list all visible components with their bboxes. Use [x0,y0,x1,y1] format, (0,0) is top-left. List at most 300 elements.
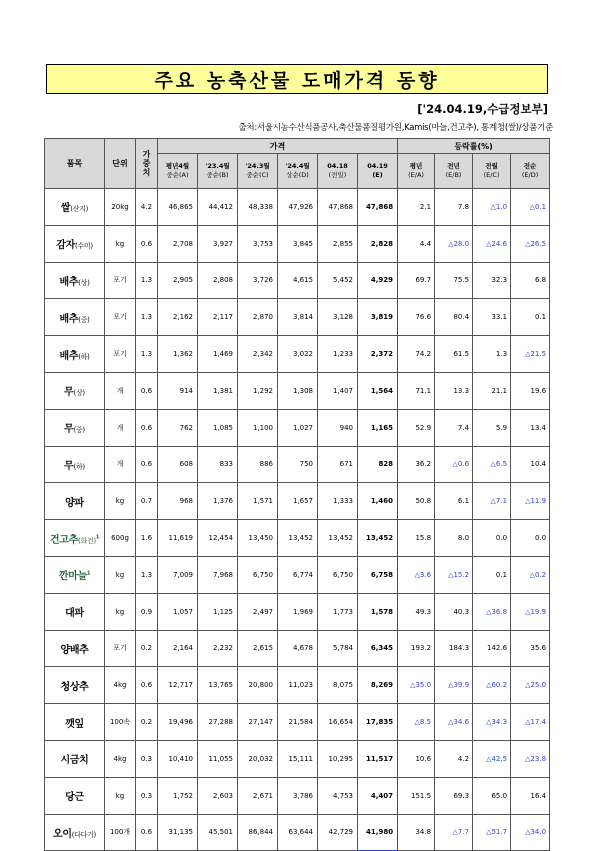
price-cell: 10,295 [318,740,358,777]
price-cell: 762 [158,409,198,446]
item-name-cell [45,593,105,630]
header-price-col-line1: '23.4월 [205,162,230,170]
table-row [45,336,550,373]
rate-cell: 0.0 [511,520,550,557]
price-cell: 3,845 [278,225,318,262]
price-cell: 2,232 [198,630,238,667]
item-footnote-mark: 1 [95,534,100,541]
weight-cell: 0.2 [136,704,158,741]
unit-cell: kg [105,225,136,262]
price-cell: 13,450 [238,520,278,557]
rate-cell: △24.6 [473,225,511,262]
price-cell: 4,678 [278,630,318,667]
rate-cell: 65.0 [473,777,511,814]
header-item: 품목 [45,139,105,189]
current-price-cell: 2,372 [358,336,398,373]
price-cell: 3,128 [318,299,358,336]
rate-cell: △3.6 [398,556,435,593]
item-name-cell [45,556,105,593]
price-cell: 1,381 [198,372,238,409]
table-row [45,814,550,851]
weight-cell: 0.6 [136,814,158,851]
price-cell: 2,905 [158,262,198,299]
rate-cell: 6.8 [511,262,550,299]
item-name-cell [45,299,105,336]
price-cell: 47,868 [318,189,358,226]
table-row [45,483,550,520]
price-cell: 1,969 [278,593,318,630]
header-weight [136,139,158,189]
header-price-group: 가격 [158,139,398,154]
header-rate-col-line1: 전년 [447,162,460,170]
item-name: 시금치 [60,755,89,767]
current-price-cell: 47,868 [358,189,398,226]
current-price-cell: 41,980 [358,814,398,851]
header-price-col [198,154,238,189]
price-cell: 6,750 [318,556,358,593]
rate-cell: 4.4 [398,225,435,262]
price-cell: 2,497 [238,593,278,630]
item-name-cell [45,189,105,226]
rate-cell: △42.5 [473,740,511,777]
rate-cell: 10.4 [511,446,550,483]
current-price-cell: 3,819 [358,299,398,336]
price-cell: 2,671 [238,777,278,814]
rate-cell: △28.0 [435,225,473,262]
price-cell: 13,765 [198,667,238,704]
rate-cell: 0.1 [511,299,550,336]
price-cell: 608 [158,446,198,483]
price-cell: 3,726 [238,262,278,299]
item-name: 대파 [65,608,84,620]
rate-cell: △0.1 [511,189,550,226]
header-rate-col-line1: 전월 [485,162,498,170]
unit-cell: kg [105,777,136,814]
header-price-col-line2: (전일) [328,171,347,179]
rate-cell: 184.3 [435,630,473,667]
table-row [45,189,550,226]
item-name-cell [45,225,105,262]
weight-cell: 1.3 [136,556,158,593]
rate-cell: 7.4 [435,409,473,446]
price-cell: 19,496 [158,704,198,741]
unit-cell: 포기 [105,336,136,373]
price-cell: 1,657 [278,483,318,520]
rate-cell: 33.1 [473,299,511,336]
price-cell: 2,162 [158,299,198,336]
rate-cell: 36.2 [398,446,435,483]
price-cell: 48,338 [238,189,278,226]
rate-cell: △15.2 [435,556,473,593]
current-price-cell: 1,578 [358,593,398,630]
weight-cell: 0.7 [136,483,158,520]
current-price-cell: 4,407 [358,777,398,814]
item-name-cell [45,777,105,814]
price-cell: 1,773 [318,593,358,630]
table-row [45,446,550,483]
rate-cell: △26.5 [511,225,550,262]
price-cell: 27,288 [198,704,238,741]
item-variety: (수미) [74,242,93,251]
price-cell: 2,708 [158,225,198,262]
item-name-cell [45,520,105,557]
header-price-col-line1: 04.19 [367,162,388,170]
current-price-cell: 6,758 [358,556,398,593]
rate-cell: 10.6 [398,740,435,777]
price-cell: 2,870 [238,299,278,336]
header-rate-col [398,154,435,189]
rate-cell: △0.6 [435,446,473,483]
price-cell: 8,075 [318,667,358,704]
header-price-col-line1: 평년4월 [165,162,190,170]
price-cell: 13,452 [318,520,358,557]
price-cell: 1,100 [238,409,278,446]
price-cell: 3,927 [198,225,238,262]
rate-cell: 69.7 [398,262,435,299]
unit-cell: 개 [105,372,136,409]
price-cell: 1,125 [198,593,238,630]
price-cell: 5,452 [318,262,358,299]
weight-cell: 1.3 [136,262,158,299]
price-cell: 47,926 [278,189,318,226]
rate-cell: 5.9 [473,409,511,446]
price-cell: 3,786 [278,777,318,814]
rate-cell: △34.3 [473,704,511,741]
price-cell: 1,407 [318,372,358,409]
header-rate-col-line2: (E/D) [521,171,539,179]
weight-cell: 0.3 [136,740,158,777]
price-cell: 2,855 [318,225,358,262]
price-cell: 63,644 [278,814,318,851]
rate-cell: 40.3 [435,593,473,630]
weight-cell: 0.6 [136,446,158,483]
rate-cell: 61.5 [435,336,473,373]
price-cell: 6,774 [278,556,318,593]
header-price-col-line2: 중순(C) [246,171,269,179]
weight-cell: 0.6 [136,409,158,446]
rate-cell: △35.0 [398,667,435,704]
item-name: 양파 [65,497,84,509]
price-cell: 15,111 [278,740,318,777]
item-name: 쌀 [60,203,71,215]
unit-cell: 600g [105,520,136,557]
unit-cell: 100속 [105,704,136,741]
price-cell: 968 [158,483,198,520]
item-name: 건고추 [49,534,79,546]
price-cell: 1,362 [158,336,198,373]
weight-cell: 1.6 [136,520,158,557]
unit-cell: 포기 [105,630,136,667]
item-variety: (상) [78,278,90,287]
rate-cell: 52.9 [398,409,435,446]
unit-cell: kg [105,483,136,520]
price-cell: 1,057 [158,593,198,630]
rate-cell: 7.8 [435,189,473,226]
price-cell: 3,022 [278,336,318,373]
price-cell: 1,376 [198,483,238,520]
item-name-cell [45,336,105,373]
current-price-cell: 11,517 [358,740,398,777]
rate-cell: △11.9 [511,483,550,520]
item-name: 청상추 [60,681,89,693]
price-cell: 886 [238,446,278,483]
report-title-box [46,64,548,94]
item-variety: (다다기) [71,830,96,839]
table-row [45,667,550,704]
rate-cell: 74.2 [398,336,435,373]
rate-cell: 34.8 [398,814,435,851]
price-cell: 1,571 [238,483,278,520]
header-rate-col [473,154,511,189]
rate-cell: 21.1 [473,372,511,409]
price-cell: 20,800 [238,667,278,704]
price-cell: 3,753 [238,225,278,262]
rate-cell: 19.6 [511,372,550,409]
rate-cell: 2.1 [398,189,435,226]
item-variety: (산지) [70,205,89,214]
rate-cell: △17.4 [511,704,550,741]
price-cell: 2,603 [198,777,238,814]
price-cell: 750 [278,446,318,483]
header-price-col [318,154,358,189]
price-cell: 31,135 [158,814,198,851]
rate-cell: △25.0 [511,667,550,704]
rate-cell: 35.6 [511,630,550,667]
header-price-col [358,154,398,189]
item-variety: (하) [73,462,85,471]
price-cell: 2,164 [158,630,198,667]
price-cell: 16,654 [318,704,358,741]
item-name: 배추 [59,350,79,362]
item-name-cell [45,740,105,777]
item-name-cell [45,704,105,741]
header-rate-col [511,154,550,189]
price-cell: 2,117 [198,299,238,336]
table-row [45,777,550,814]
rate-cell: 75.5 [435,262,473,299]
price-cell: 1,469 [198,336,238,373]
price-cell: 20,032 [238,740,278,777]
price-cell: 27,147 [238,704,278,741]
header-price-col-line1: '24.4월 [285,162,310,170]
rate-cell: 6.1 [435,483,473,520]
unit-cell: 개 [105,409,136,446]
weight-cell: 1.3 [136,336,158,373]
rate-cell: 13.3 [435,372,473,409]
table-row [45,225,550,262]
header-weight-text: 가중치 [142,150,151,177]
item-name: 무 [64,460,74,472]
item-name: 깐마늘 [58,571,87,583]
item-variety: (상) [73,389,85,398]
rate-cell: 0.1 [473,556,511,593]
rate-cell: △21.5 [511,336,550,373]
price-cell: 1,308 [278,372,318,409]
table-row [45,630,550,667]
rate-cell: △19.9 [511,593,550,630]
current-price-cell: 8,269 [358,667,398,704]
price-cell: 13,452 [278,520,318,557]
header-rate-col [435,154,473,189]
unit-cell: kg [105,593,136,630]
item-name: 오이 [53,828,72,840]
price-cell: 1,085 [198,409,238,446]
rate-cell: △60.2 [473,667,511,704]
header-price-col [238,154,278,189]
item-name: 깻잎 [65,718,84,730]
header-rate-group: 등락률(%) [398,139,550,154]
unit-cell: 100개 [105,814,136,851]
item-variety: (중) [73,426,85,435]
rate-cell: 151.5 [398,777,435,814]
price-cell: 914 [158,372,198,409]
item-name-cell [45,409,105,446]
header-rate-col-line2: (E/A) [408,171,424,179]
item-name: 감자 [56,240,75,252]
price-cell: 1,333 [318,483,358,520]
rate-cell: △1.0 [473,189,511,226]
rate-cell: 16.4 [511,777,550,814]
rate-cell: 15.8 [398,520,435,557]
price-cell: 11,619 [158,520,198,557]
current-price-cell: 2,828 [358,225,398,262]
item-name: 무 [64,424,74,436]
rate-cell: △34.0 [511,814,550,851]
price-cell: 12,717 [158,667,198,704]
current-price-cell: 13,452 [358,520,398,557]
table-row [45,372,550,409]
price-cell: 21,584 [278,704,318,741]
table-row [45,262,550,299]
current-price-cell: 828 [358,446,398,483]
header-price-col-line2: 상순(D) [286,171,309,179]
item-name-cell [45,667,105,704]
unit-cell: 개 [105,446,136,483]
rate-cell: 76.6 [398,299,435,336]
wholesale-price-table [44,138,550,851]
header-price-col [158,154,198,189]
rate-cell: △51.7 [473,814,511,851]
current-price-cell: 1,165 [358,409,398,446]
rate-cell: 193.2 [398,630,435,667]
rate-cell: 69.3 [435,777,473,814]
price-cell: 10,410 [158,740,198,777]
price-cell: 6,750 [238,556,278,593]
item-footnote-mark: 1 [86,571,91,578]
rate-cell: △23.8 [511,740,550,777]
price-cell: 86,844 [238,814,278,851]
price-cell: 7,968 [198,556,238,593]
table-row [45,740,550,777]
rate-cell: 50.8 [398,483,435,520]
unit-cell: 포기 [105,299,136,336]
weight-cell: 4.2 [136,189,158,226]
price-cell: 1,292 [238,372,278,409]
rate-cell: △39.9 [435,667,473,704]
item-name-cell [45,814,105,851]
price-cell: 7,009 [158,556,198,593]
item-name-cell [45,372,105,409]
price-cell: 11,055 [198,740,238,777]
rate-cell: 1.3 [473,336,511,373]
rate-cell: 71.1 [398,372,435,409]
item-variety: (하) [78,352,90,361]
table-row [45,593,550,630]
unit-cell: 20kg [105,189,136,226]
rate-cell: 142.6 [473,630,511,667]
price-cell: 2,342 [238,336,278,373]
header-price-col-line1: 04.18 [327,162,348,170]
price-cell: 1,752 [158,777,198,814]
price-cell: 12,454 [198,520,238,557]
price-cell: 42,729 [318,814,358,851]
unit-cell: kg [105,556,136,593]
rate-cell: △6.5 [473,446,511,483]
rate-cell: 8.0 [435,520,473,557]
report-date: ['24.04.19,수급정보부] [417,102,548,116]
rate-cell: △7.7 [435,814,473,851]
item-name: 양배추 [60,644,89,656]
price-cell: 1,233 [318,336,358,373]
price-cell: 1,027 [278,409,318,446]
rate-cell: 49.3 [398,593,435,630]
header-price-col [278,154,318,189]
item-name: 당근 [65,792,84,804]
table-row [45,409,550,446]
item-name-cell [45,630,105,667]
price-cell: 671 [318,446,358,483]
price-cell: 3,814 [278,299,318,336]
header-rate-col-line1: 평년 [409,162,423,170]
unit-cell: 포기 [105,262,136,299]
rate-cell: △7.1 [473,483,511,520]
header-price-col-line2: 중순(B) [206,171,229,179]
rate-cell: 32.3 [473,262,511,299]
header-rate-col-line2: (E/C) [483,171,500,179]
header-price-col-line2: (E) [372,171,383,179]
data-source-note: 출처:서울시농수산식품공사,축산물품질평가원,Kamis(마늘,건고추), 통계청(쌀)/상품기준 [238,123,553,133]
current-price-cell: 4,929 [358,262,398,299]
weight-cell: 0.6 [136,667,158,704]
weight-cell: 0.2 [136,630,158,667]
unit-cell: 4kg [105,740,136,777]
item-name-cell [45,446,105,483]
item-variety: (화건) [78,536,96,545]
header-rate-col-line2: (E/B) [445,171,462,179]
table-row [45,299,550,336]
rate-cell: 4.2 [435,740,473,777]
price-cell: 45,501 [198,814,238,851]
weight-cell: 0.6 [136,225,158,262]
current-price-cell: 17,835 [358,704,398,741]
rate-cell: 0.0 [473,520,511,557]
price-cell: 2,615 [238,630,278,667]
weight-cell: 0.9 [136,593,158,630]
current-price-cell: 6,345 [358,630,398,667]
item-variety: (중) [78,315,90,324]
header-price-col-line2: 중순(A) [166,171,189,179]
rate-cell: △8.5 [398,704,435,741]
rate-cell: △36.8 [473,593,511,630]
rate-cell: 80.4 [435,299,473,336]
unit-cell: 4kg [105,667,136,704]
table-row [45,704,550,741]
header-unit: 단위 [105,139,136,189]
price-cell: 5,784 [318,630,358,667]
table-row [45,520,550,557]
report-title: 주요 농축산물 도매가격 동향 [154,69,440,92]
header-rate-col-line1: 전순 [523,162,537,170]
